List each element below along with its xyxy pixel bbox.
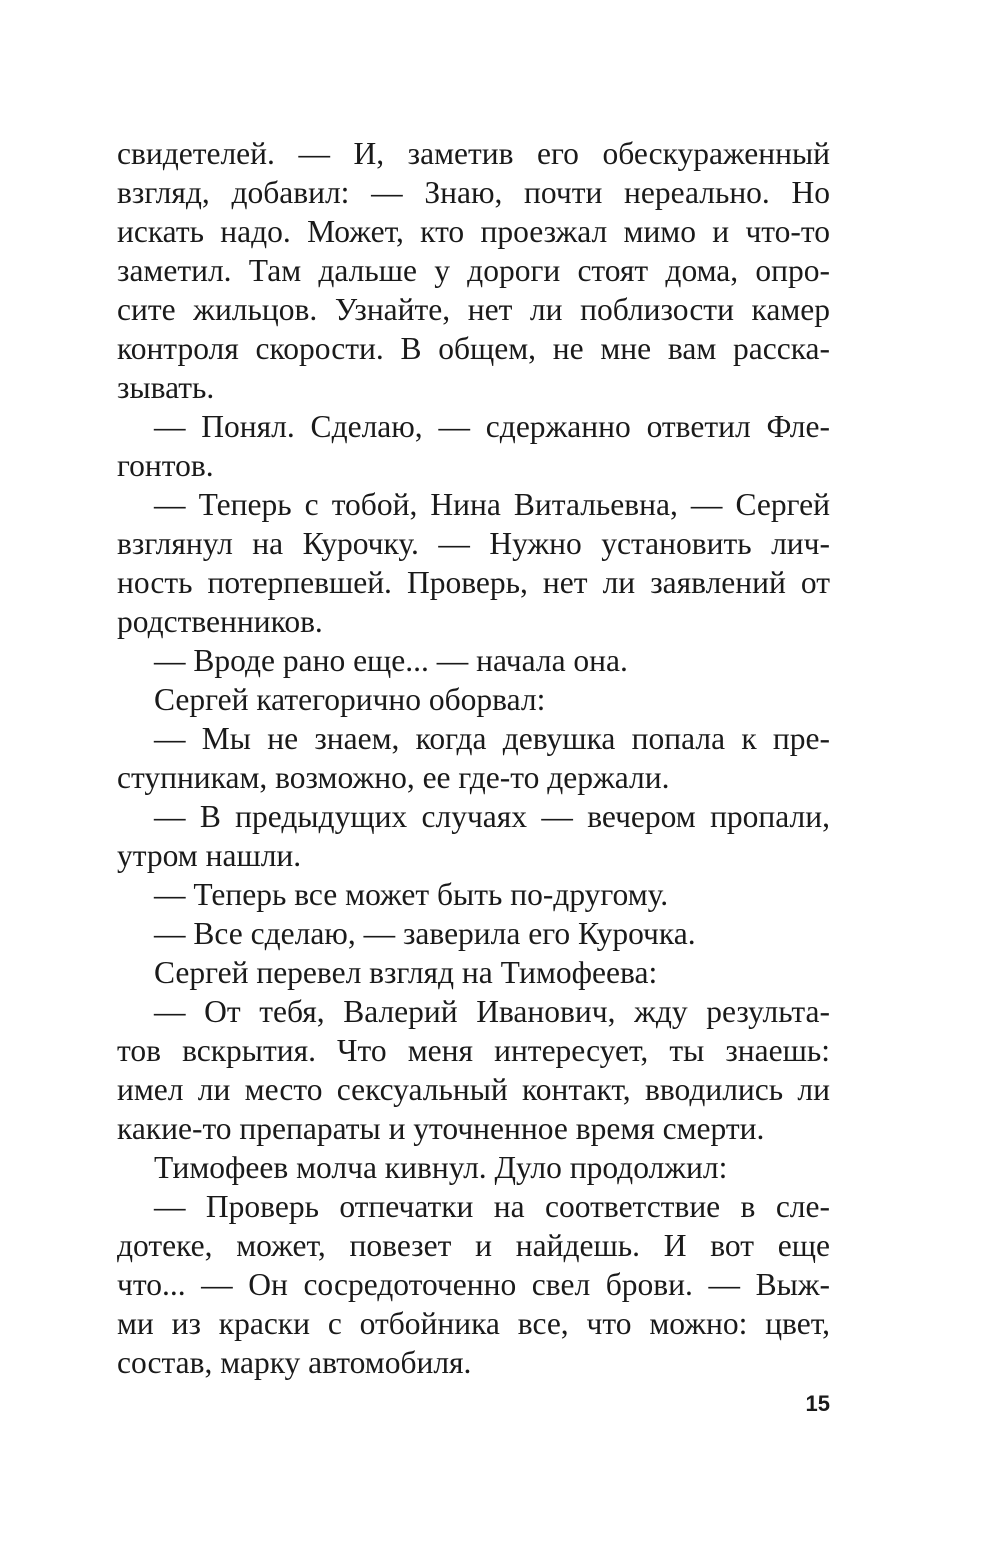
text-line: — Теперь все может быть по-другому. xyxy=(154,877,669,912)
text-line: сите жильцов. Узнайте, нет ли поблизости камер xyxy=(117,292,830,327)
text-line: — В предыдущих случаях — вечером пропали, xyxy=(154,799,830,834)
text-line: искать надо. Может, кто проезжал мимо и что-то xyxy=(117,214,830,249)
text-line: имел ли место сексуальный контакт, вводились ли xyxy=(117,1072,830,1107)
text-line: взгляд, добавил: — Знаю, почти нереально. Но xyxy=(117,175,830,210)
text-line: — Теперь с тобой, Нина Витальевна, — Сергей xyxy=(154,487,830,522)
text-line: Сергей категорично оборвал: xyxy=(154,682,546,717)
text-line: — Мы не знаем, когда девушка попала к пре- xyxy=(154,721,830,756)
text-line: контроля скорости. В общем, не мне вам расска- xyxy=(117,331,830,366)
text-line: состав, марку автомобиля. xyxy=(117,1345,472,1380)
text-line: Сергей перевел взгляд на Тимофеева: xyxy=(154,955,658,990)
text-line: заметил. Там дальше у дороги стоят дома, опро- xyxy=(117,253,830,288)
text-line: свидетелей. — И, заметив его обескураженный xyxy=(117,136,830,171)
text-line: какие-то препараты и уточненное время смерти. xyxy=(117,1111,765,1146)
text-line: ность потерпевшей. Проверь, нет ли заявлений от xyxy=(117,565,830,600)
text-line: тов вскрытия. Что меня интересует, ты знаешь: xyxy=(117,1033,830,1068)
text-line: Тимофеев молча кивнул. Дуло продолжил: xyxy=(154,1150,728,1185)
text-line: — Все сделаю, — заверила его Курочка. xyxy=(154,916,696,951)
text-line: родственников. xyxy=(117,604,323,639)
text-line: зывать. xyxy=(117,370,215,405)
text-line: взглянул на Курочку. — Нужно установить лич- xyxy=(117,526,830,561)
text-line: — Понял. Сделаю, — сдержанно ответил Фле- xyxy=(154,409,830,444)
text-line: ми из краски с отбойника все, что можно: цвет, xyxy=(117,1306,830,1341)
text-line: гонтов. xyxy=(117,448,214,483)
text-line: — Вроде рано еще... — начала она. xyxy=(154,643,628,678)
text-line: дотеке, может, повезет и найдешь. И вот еще xyxy=(117,1228,830,1263)
page-number: 15 xyxy=(805,1391,830,1416)
text-line: — От тебя, Валерий Иванович, жду результа- xyxy=(154,994,830,1029)
text-line: ступникам, возможно, ее где-то держали. xyxy=(117,760,670,795)
text-line: — Проверь отпечатки на соответствие в сле- xyxy=(154,1189,830,1224)
text-line: утром нашли. xyxy=(117,838,302,873)
text-line: что... — Он сосредоточенно свел брови. — Выж- xyxy=(117,1267,830,1302)
